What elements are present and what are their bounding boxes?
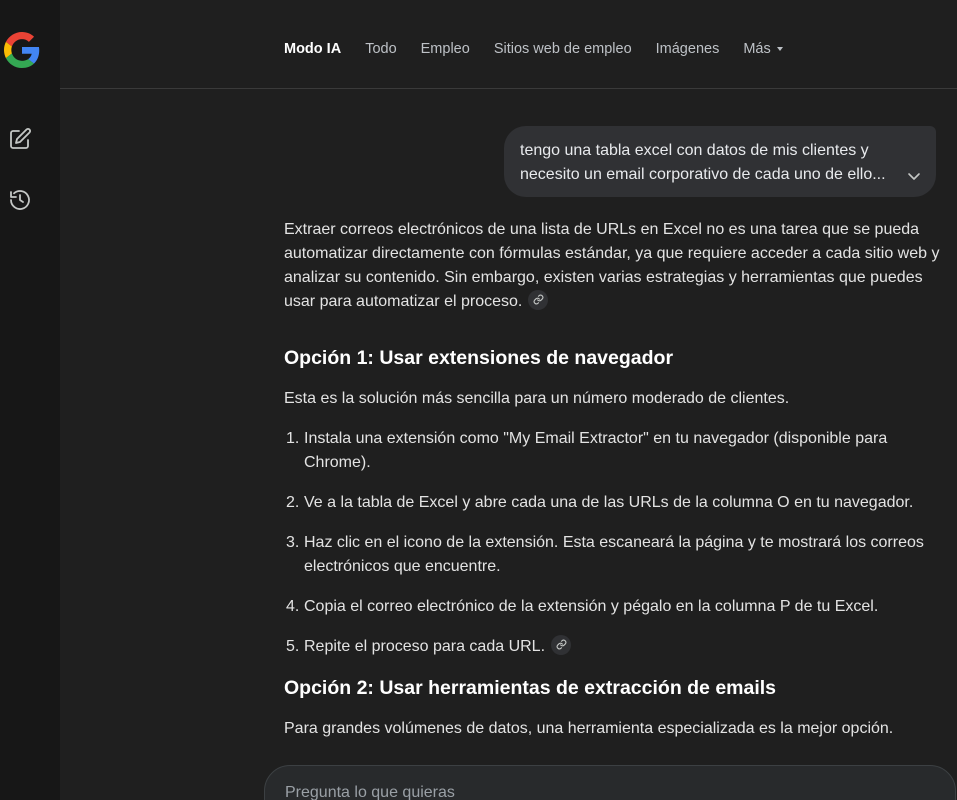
tab-empleo[interactable]: Empleo xyxy=(420,41,470,57)
tab-mas-label: Más xyxy=(743,41,771,57)
list-item xyxy=(284,635,944,659)
source-link-icon[interactable] xyxy=(551,635,571,655)
list-item xyxy=(284,595,944,619)
option-1-description: Esta es la solución más sencilla para un número moderado de clientes. xyxy=(284,390,790,407)
sidebar xyxy=(0,0,60,800)
prompt-input[interactable] xyxy=(285,784,885,800)
list-item xyxy=(284,491,944,515)
step-number: 4. xyxy=(286,598,300,615)
step-text: Copia el correo electrónico de la extensión y pégalo en la columna P de tu Excel. xyxy=(304,598,879,615)
history-icon[interactable] xyxy=(8,188,34,214)
step-text: Repite el proceso para cada URL. xyxy=(304,638,546,655)
top-nav-bar xyxy=(60,0,957,89)
tab-todo[interactable]: Todo xyxy=(365,41,397,57)
list-item xyxy=(284,531,944,579)
list-item xyxy=(284,427,944,475)
option-1-steps xyxy=(284,427,944,659)
step-number: 2. xyxy=(286,494,300,511)
step-number: 1. xyxy=(286,430,300,447)
user-message-bubble xyxy=(504,126,936,197)
search-mode-tabs xyxy=(284,41,807,57)
prompt-composer xyxy=(264,765,956,800)
tab-imagenes[interactable]: Imágenes xyxy=(655,41,720,57)
caret-down-icon xyxy=(777,47,783,51)
step-text: Instala una extensión como "My Email Extractor" en tu navegador (disponible para Chrome). xyxy=(304,430,888,471)
chevron-down-icon[interactable] xyxy=(906,168,922,184)
tab-modo-ia[interactable]: Modo IA xyxy=(284,41,342,57)
google-logo[interactable] xyxy=(4,32,40,68)
new-chat-icon[interactable] xyxy=(8,127,34,153)
option-2-heading: Opción 2: Usar herramientas de extracción de emails xyxy=(284,677,777,699)
step-number: 3. xyxy=(286,534,300,551)
step-number: 5. xyxy=(286,638,300,655)
step-text: Haz clic en el icono de la extensión. Esta escaneará la página y te mostrará los correos electrónicos que encuentre. xyxy=(304,534,924,575)
ai-answer xyxy=(284,218,944,741)
answer-intro-text: Extraer correos electrónicos de una lista de URLs en Excel no es una tarea que se pueda automatizar directamente con fórmulas estándar, ya que requiere acceder a cada sitio web y analizar su contenido. Sin embargo, existen varias estrategias y herramientas que puedes usar para automatizar el proceso. xyxy=(284,221,940,310)
user-message-line-1: tengo una tabla excel con datos de mis clientes y xyxy=(520,142,869,159)
tab-mas[interactable] xyxy=(743,41,782,57)
user-message-line-2: necesito un email corporativo de cada uno de ello... xyxy=(520,166,886,183)
option-2-description: Para grandes volúmenes de datos, una herramienta especializada es la mejor opción. xyxy=(284,720,894,737)
source-link-icon[interactable] xyxy=(528,290,548,310)
step-text: Ve a la tabla de Excel y abre cada una de las URLs de la columna O en tu navegador. xyxy=(304,494,914,511)
option-1-heading: Opción 1: Usar extensiones de navegador xyxy=(284,347,674,369)
tab-sitios-web-de-empleo[interactable]: Sitios web de empleo xyxy=(493,41,632,57)
answer-intro xyxy=(284,218,944,314)
